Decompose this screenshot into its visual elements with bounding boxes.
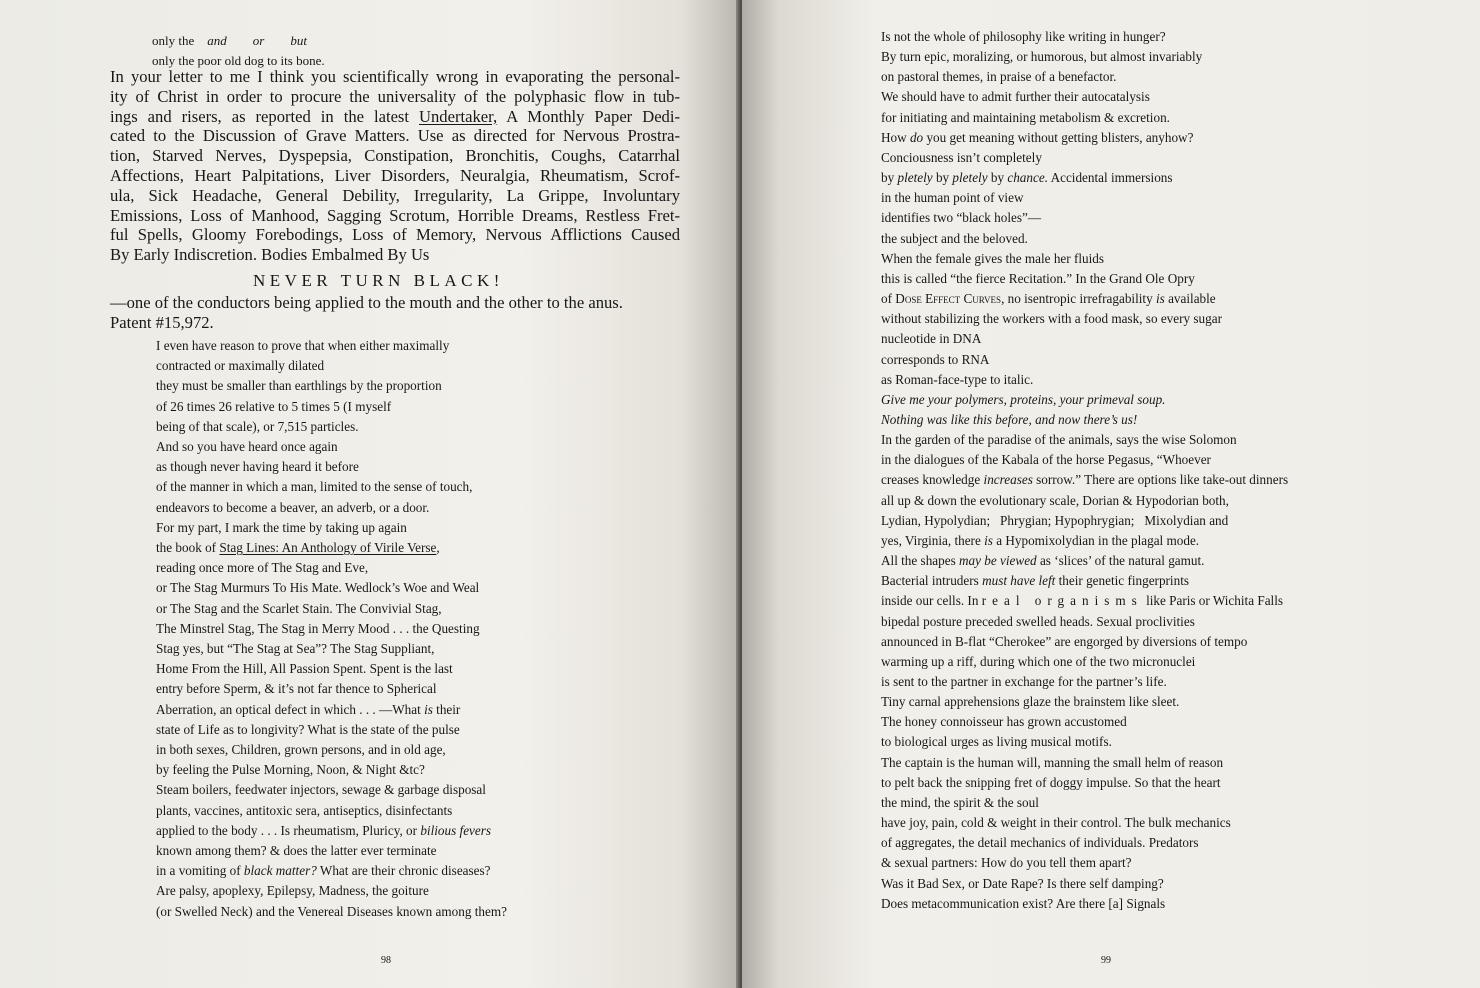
verse-line: Are palsy, apoplexy, Epilepsy, Madness, the goiture — [156, 883, 429, 899]
verse-line: I even have reason to prove that when either maximally — [156, 338, 450, 353]
verse-line: bipedal posture preceded swelled heads. Sexual proclivities — [881, 613, 1195, 629]
prose-line: Affections, Heart Palpitations, Liver Disorders, Neuralgia, Rheumatism, Scrof- — [110, 165, 680, 185]
verse-line: for initiating and maintaining metabolism & excretion. — [881, 109, 1170, 125]
verse-line: Does metacommunication exist? Are there [a] Signals — [881, 895, 1166, 911]
verse-line: without stabilizing the workers with a food mask, so every sugar — [881, 311, 1222, 327]
prose-line: In your letter to me I think you scientifically wrong in evaporating the personal- — [110, 67, 680, 86]
verse-line: announced in B-flat “Cherokee” are engorged by diversions of tempo — [881, 633, 1248, 649]
verse-line: of aggregates, the detail mechanics of individuals. Predators — [881, 835, 1199, 851]
verse-line: Stag yes, but “The Stag at Sea”? The Stag Suppliant, — [156, 641, 435, 657]
verse-line: plants, vaccines, antitoxic sera, antiseptics, disinfectants — [156, 802, 453, 818]
italic-is-available: is — [1155, 291, 1165, 307]
prose2-line: —one of the conductors being applied to the mouth and the other to the anus. — [110, 293, 623, 312]
verse-line: by feeling the Pulse Morning, Noon, & Night &tc? — [156, 762, 425, 778]
verse-line: or The Stag and the Scarlet Stain. The Convivial Stag, — [156, 600, 442, 616]
verse-line: the mind, the spirit & the soul — [881, 794, 1039, 810]
verse-line: or The Stag Murmurs To His Mate. Wedlock’s Woe and Weal — [156, 580, 480, 596]
verse-line: Tiny carnal apprehensions glaze the brainstem like sleet. — [881, 694, 1180, 710]
verse-line: warming up a riff, during which one of the two micronuclei — [881, 653, 1196, 669]
verse-line-virginia: yes, Virginia, there is a Hypomixolydian in the plagal mode. — [881, 532, 1200, 548]
top-line-1 — [152, 31, 325, 51]
verse-line-increases: creases knowledge increases sorrow.” There are options like take-out dinners — [881, 472, 1289, 488]
verse-line-italic: Nothing was like this before, and now there’s us! — [881, 411, 1138, 427]
prose-line: ity of Christ in order to procure the universality of the polyphasic flow in tub- — [110, 86, 680, 106]
left-verse-block — [156, 336, 507, 922]
word-and: and — [207, 33, 227, 48]
italic-pletely-1: pletely — [897, 170, 933, 186]
page-number-left: 98 — [381, 955, 391, 966]
verse-line-may-be-viewed: All the shapes may be viewed as ‘slices’ of the natural gamut. — [881, 553, 1205, 569]
prose-line-undertaker: ings and risers, as reported in the latest Undertaker, A Monthly Paper Dedi- — [110, 106, 680, 126]
verse-line: endeavors to become a beaver, an adverb, or a door. — [156, 499, 430, 515]
verse-line: this is called “the fierce Recitation.” In the Grand Ole Opry — [881, 270, 1195, 286]
verse-line-stag-lines: the book of Stag Lines: An Anthology of Virile Verse, — [156, 540, 440, 556]
verse-line: We should have to admit further their autocatalysis — [881, 89, 1150, 105]
verse-line: When the female gives the male her fluids — [881, 250, 1105, 266]
left-top-lines — [152, 31, 325, 71]
italic-increases: increases — [983, 472, 1033, 488]
verse-line-bilious: applied to the body . . . Is rheumatism, Pluricy, or bilious fevers — [156, 822, 492, 838]
top-line-1-lead: only the — [152, 33, 195, 48]
verse-line: the subject and the beloved. — [881, 230, 1028, 246]
verse-line: By turn epic, moralizing, or humorous, but almost invariably — [881, 49, 1203, 65]
verse-line: they must be smaller than earthlings by the proportion — [156, 378, 442, 394]
verse-line-real-organisms: inside our cells. In real organisms like Paris or Wichita Falls — [881, 593, 1284, 609]
verse-line: known among them? & does the latter ever terminate — [156, 843, 437, 859]
verse-line-black-matter: in a vomiting of black matter? What are their chronic diseases? — [156, 863, 491, 879]
prose2-line: Patent #15,972. — [110, 313, 214, 332]
verse-line: as Roman-face-type to italic. — [881, 371, 1034, 387]
verse-line: The honey connoisseur has grown accustomed — [881, 714, 1127, 730]
prose-line: cated to the Discussion of Grave Matters. Use as directed for Nervous Prostra- — [110, 126, 680, 146]
verse-line: to pelt back the snipping fret of doggy impulse. So that the heart — [881, 774, 1221, 790]
italic-pletely-2: pletely — [952, 170, 988, 186]
prose-line: ula, Sick Headache, General Debility, Irregularity, La Grippe, Involuntary — [110, 185, 680, 205]
verse-line: For my part, I mark the time by taking up again — [156, 519, 407, 535]
verse-line: have joy, pain, cold & weight in their control. The bulk mechanics — [881, 815, 1231, 831]
top-line-2: only the poor old dog to its bone. — [152, 53, 325, 68]
verse-line: in the dialogues of the Kabala of the horse Pegasus, “Whoever — [881, 452, 1211, 468]
verse-line: on pastoral themes, in praise of a benefactor. — [881, 69, 1117, 85]
verse-line: corresponds to RNA — [881, 351, 990, 367]
verse-line: all up & down the evolutionary scale, Dorian & Hypodorian both, — [881, 492, 1229, 508]
italic-bilious-fevers: bilious fevers — [420, 822, 492, 838]
verse-line: The Minstrel Stag, The Stag in Merry Mood . . . the Questing — [156, 620, 480, 636]
prose-line: Emissions, Loss of Manhood, Sagging Scrotum, Horrible Dreams, Restless Fret- — [110, 205, 680, 225]
verse-line-must-have-left: Bacterial intruders must have left their genetic fingerprints — [881, 573, 1189, 589]
spaced-real-organisms: real organisms — [981, 593, 1143, 609]
verse-line-italic: Give me your polymers, proteins, your primeval soup. — [881, 391, 1166, 407]
verse-line: is sent to the partner in exchange for the partner’s life. — [881, 674, 1167, 689]
verse-line: And so you have heard once again — [156, 439, 338, 455]
verse-line: nucleotide in DNA — [881, 331, 982, 347]
verse-line: state of Life as to longivity? What is the state of the pulse — [156, 721, 460, 737]
word-but: but — [290, 33, 307, 48]
verse-line: identifies two “black holes”— — [881, 210, 1042, 226]
verse-line: of the manner in which a man, limited to the sense of touch, — [156, 479, 473, 495]
verse-line-how-do: How do you get meaning without getting blisters, anyhow? — [881, 129, 1194, 145]
verse-line: Steam boilers, feedwater injectors, sewage & garbage disposal — [156, 782, 486, 798]
right-verse-block — [881, 27, 1288, 914]
headline-never-turn-black: NEVER TURN BLACK! — [253, 271, 504, 290]
verse-line: & sexual partners: How do you tell them apart? — [881, 855, 1132, 871]
left-prose-block-2 — [110, 293, 680, 333]
verse-line: Is not the whole of philosophy like writing in hunger? — [881, 29, 1166, 44]
italic-is-hypomix: is — [984, 532, 993, 548]
prose-line: ful Spells, Gloomy Forebodings, Loss of Memory, Nervous Afflictions Caused — [110, 225, 680, 245]
verse-line: reading once more of The Stag and Eve, — [156, 560, 369, 576]
verse-line-pletely: by pletely by pletely by chance. Accidental immersions — [881, 170, 1173, 186]
italic-chance: chance. — [1007, 170, 1048, 186]
page-number-right: 99 — [1101, 955, 1111, 966]
italic-may-be-viewed: may be viewed — [959, 553, 1037, 569]
word-or: or — [252, 33, 265, 48]
verse-line: of 26 times 26 relative to 5 times 5 (I myself — [156, 398, 392, 414]
verse-line: Conciousness isn’t completely — [881, 149, 1042, 165]
prose-line: tion, Starved Nerves, Dyspepsia, Constipation, Bronchitis, Coughs, Catarrhal — [110, 146, 680, 166]
left-prose-block — [110, 67, 680, 265]
title-undertaker: Undertaker, — [419, 106, 498, 126]
verse-line: In the garden of the paradise of the animals, says the wise Solomon — [881, 432, 1237, 448]
verse-line: contracted or maximally dilated — [156, 358, 325, 374]
smallcaps-dose-effect-curves: Dose Effect Curves — [895, 291, 1002, 307]
verse-line: Lydian, Hypolydian; Phrygian; Hypophrygian; Mixolydian and — [881, 512, 1229, 528]
verse-line-dose-effect: of Dose Effect Curves, no isentropic irrefragability is available — [881, 291, 1216, 307]
title-stag-lines: Stag Lines: An Anthology of Virile Verse — [219, 540, 437, 556]
verse-line: being of that scale), or 7,515 particles. — [156, 418, 359, 434]
verse-line: Home From the Hill, All Passion Spent. Spent is the last — [156, 661, 453, 677]
verse-line: The captain is the human will, manning the small helm of reason — [881, 754, 1224, 770]
right-page — [742, 0, 1480, 988]
italic-black-matter: black matter? — [243, 863, 317, 879]
italic-is: is — [424, 701, 433, 717]
verse-line: (or Swelled Neck) and the Venereal Diseases known among them? — [156, 903, 507, 919]
italic-must-have-left: must have left — [982, 573, 1056, 589]
prose-line: By Early Indiscretion. Bodies Embalmed By Us — [110, 245, 430, 265]
verse-line-what-is: Aberration, an optical defect in which . . . —What is their — [156, 701, 461, 717]
verse-line: in the human point of view — [881, 190, 1024, 206]
verse-line: Was it Bad Sex, or Date Rape? Is there self damping? — [881, 875, 1164, 891]
verse-line: entry before Sperm, & it’s not far thence to Spherical — [156, 681, 437, 697]
verse-line: as though never having heard it before — [156, 459, 359, 475]
verse-line: to biological urges as living musical motifs. — [881, 734, 1112, 750]
italic-do: do — [909, 129, 924, 145]
verse-line: in both sexes, Children, grown persons, and in old age, — [156, 742, 446, 758]
